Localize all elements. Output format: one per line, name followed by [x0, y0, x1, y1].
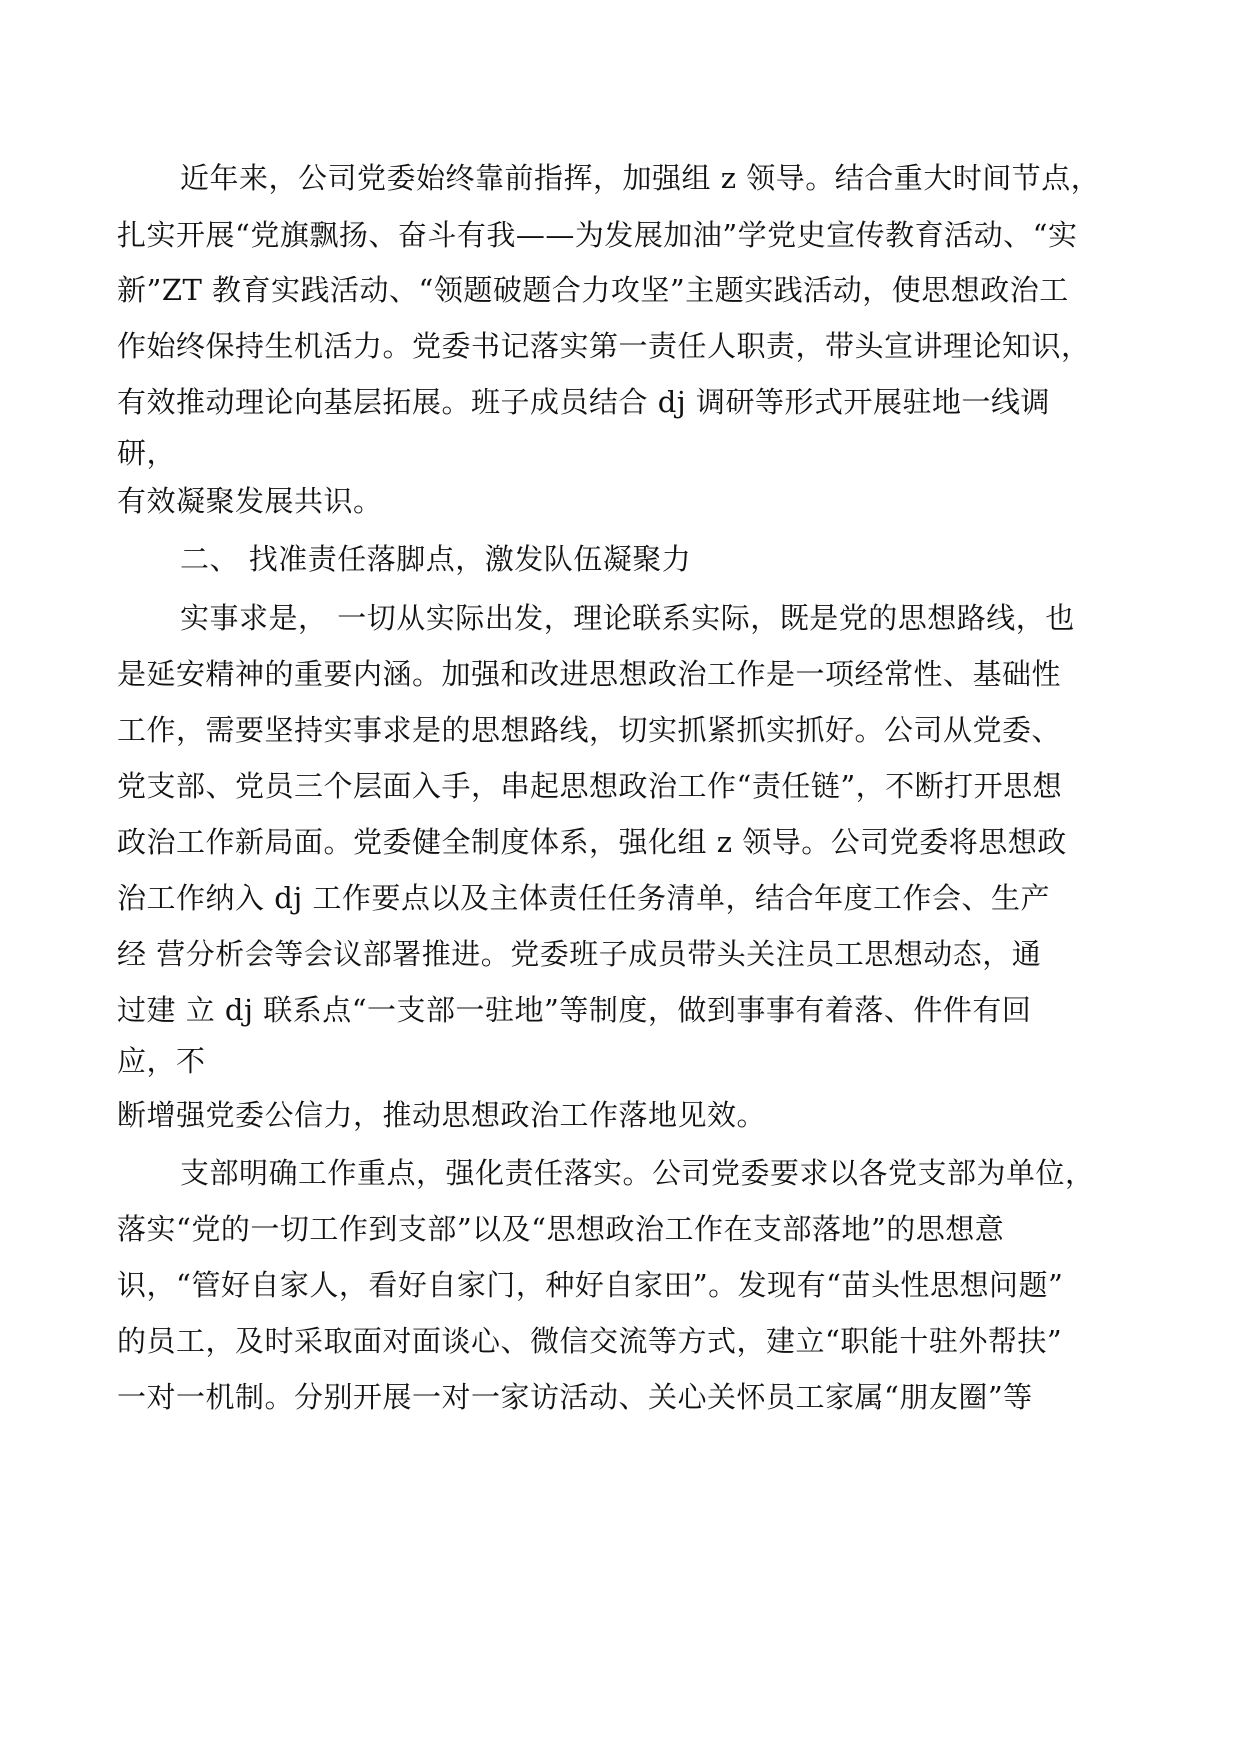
paragraph-line: 研，: [117, 436, 177, 470]
paragraph-line: 一对一机制。分别开展一对一家访活动、关心关怀员工家属“朋友圈”等: [117, 1380, 1033, 1414]
paragraph-line: 过建 立 dj 联系点“一支部一驻地”等制度，做到事事有着落、件件有回: [117, 993, 1032, 1027]
paragraph-line: 识，“管好自家人，看好自家门，种好自家田”。发现有“苗头性思想问题”: [117, 1268, 1064, 1302]
section-heading: 二、 找准责任落脚点，激发队伍凝聚力: [180, 542, 692, 576]
paragraph-line: 经 营分析会等会议部署推进。党委班子成员带头关注员工思想动态，通: [117, 937, 1042, 971]
paragraph-line: 治工作纳入 dj 工作要点以及主体责任任务清单，结合年度工作会、生产: [117, 881, 1050, 915]
paragraph-line: 有效凝聚发展共识。: [117, 484, 383, 518]
paragraph-line: 新”ZT 教育实践活动、“领题破题合力攻坚”主题实践活动，使思想政治工: [117, 273, 1069, 307]
paragraph-line: 工作，需要坚持实事求是的思想路线，切实抓紧抓实抓好。公司从党委、: [117, 713, 1062, 747]
paragraph-line: 实事求是， 一切从实际出发，理论联系实际，既是党的思想路线，也: [180, 601, 1075, 635]
paragraph-line: 是延安精神的重要内涵。加强和改进思想政治工作是一项经常性、基础性: [117, 657, 1062, 691]
paragraph-line: 的员工，及时采取面对面谈心、微信交流等方式，建立“职能十驻外帮扶”: [117, 1324, 1063, 1358]
paragraph-line: 党支部、党员三个层面入手，串起思想政治工作“责任链”，不断打开思想: [117, 769, 1063, 803]
paragraph-line: 有效推动理论向基层拓展。班子成员结合 dj 调研等形式开展驻地一线调: [117, 385, 1050, 419]
paragraph-line: 断增强党委公信力，推动思想政治工作落地见效。: [117, 1098, 767, 1132]
paragraph-line: 作始终保持生机活力。党委书记落实第一责任人职责，带头宣讲理论知识，: [117, 329, 1091, 363]
paragraph-line: 政治工作新局面。党委健全制度体系，强化组 z 领导。公司党委将思想政: [117, 825, 1067, 859]
paragraph-line: 扎实开展“党旗飘扬、奋斗有我——为发展加油”学党史宣传教育活动、“实: [117, 218, 1078, 252]
paragraph-line: 应，不: [117, 1044, 206, 1078]
paragraph-line: 落实“党的一切工作到支部”以及“思想政治工作在支部落地”的思想意: [117, 1212, 1005, 1246]
paragraph-line: 近年来，公司党委始终靠前指挥，加强组 z 领导。结合重大时间节点，: [180, 161, 1101, 195]
paragraph-line: 支部明确工作重点，强化责任落实。公司党委要求以各党支部为单位，: [180, 1156, 1095, 1190]
